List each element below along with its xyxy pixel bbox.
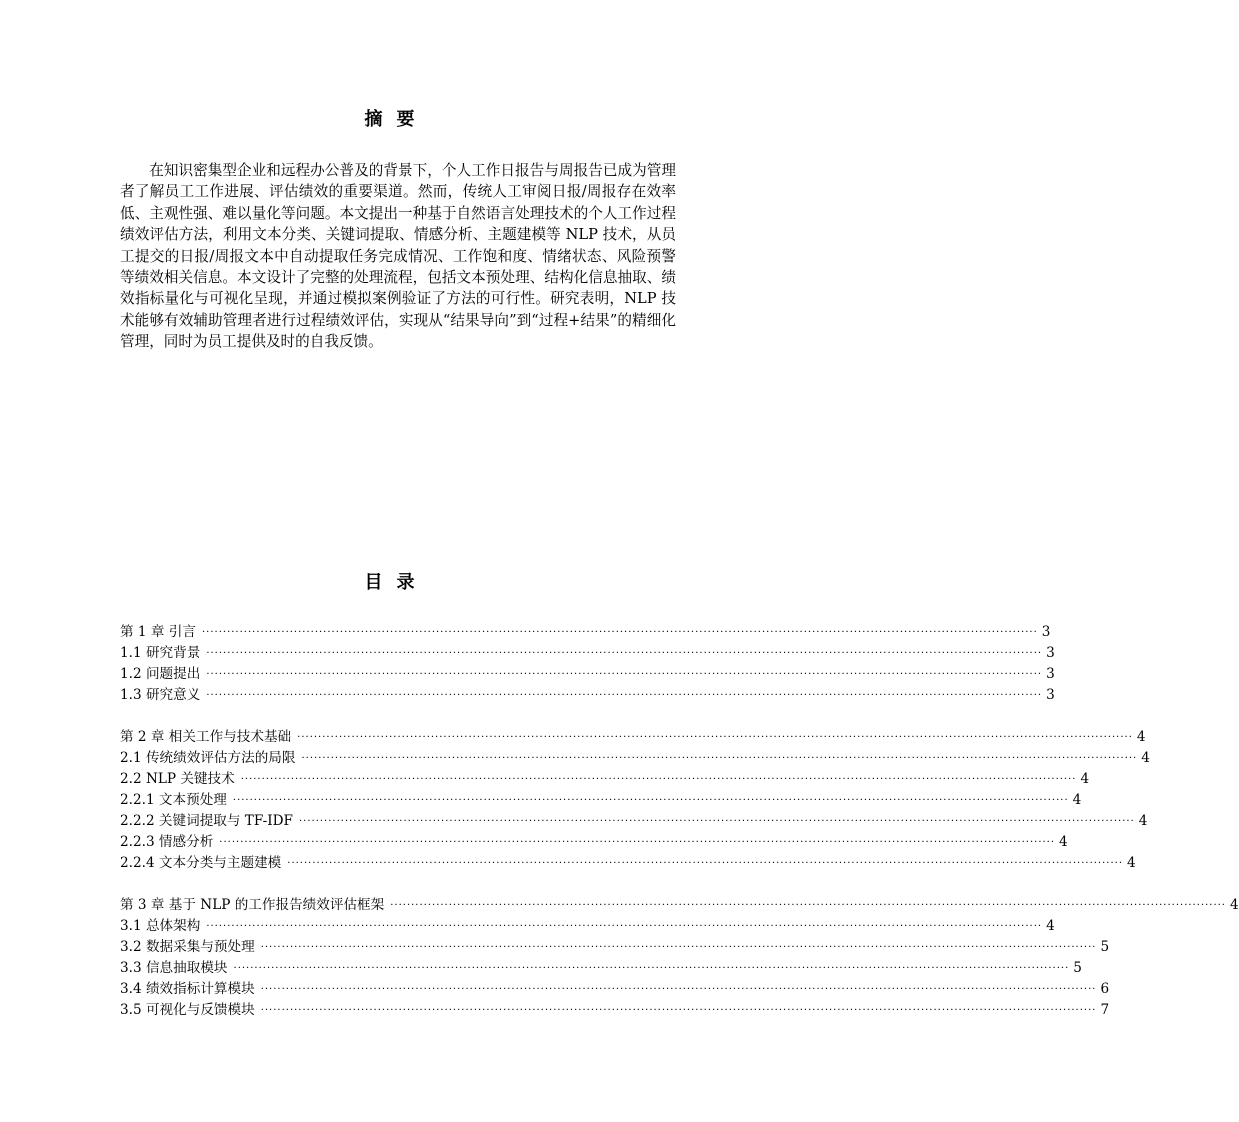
toc-entry[interactable] — [120, 811, 1148, 832]
toc-leader-dots: ········································································································································································································ — [260, 1005, 1097, 1016]
toc-entry-title: 2.2.2 关键词提取与 TF-IDF — [120, 813, 293, 829]
toc-entry[interactable] — [120, 853, 1136, 874]
toc-leader-dots: ········································································································································································································ — [206, 921, 1043, 932]
abstract-heading: 摘要 — [364, 109, 429, 130]
toc-entry-page: 5 — [1073, 960, 1082, 976]
toc-entry-page: 4 — [1138, 813, 1148, 829]
toc-leader-dots: ········································································································································································································ — [206, 648, 1043, 659]
toc-leader-dots: ········································································································································································································ — [240, 774, 1077, 785]
toc-leader-dots: ········································································································································································································ — [206, 690, 1043, 701]
toc-entry[interactable] — [120, 979, 1110, 1000]
toc-entry-page: 3 — [1046, 645, 1055, 661]
toc-entry-title: 3.5 可视化与反馈模块 — [120, 1002, 255, 1018]
toc-entry[interactable] — [120, 1000, 1110, 1021]
toc-entry-page: 4 — [1229, 897, 1239, 913]
toc-entry[interactable] — [120, 769, 1090, 790]
toc-entry[interactable] — [120, 748, 1150, 769]
toc-entry[interactable] — [120, 832, 1068, 853]
toc-entry-title: 1.2 问题提出 — [120, 666, 201, 682]
toc-entry-page: 4 — [1072, 792, 1082, 808]
toc-leader-dots: ········································································································································································································ — [260, 984, 1097, 995]
toc-entry[interactable] — [120, 664, 1055, 685]
toc-entry-page: 3 — [1046, 687, 1055, 703]
toc-entry-title: 2.2.3 情感分析 — [120, 834, 214, 850]
toc-leader-dots: ········································································································································································································ — [301, 753, 1138, 764]
abstract-body: 在知识密集型企业和远程办公普及的背景下，个人工作日报告与周报告已成为管理者了解员工工作进展、评估绩效的重要渠道。然而，传统人工审阅日报/周报存在效率低、主观性强、难以量化等问题。本文提出一种基于自然语言处理技术的个人工作过程绩效评估方法，利用文本分类、关键词提取、情感分析、主题建模等 NLP 技术，从员工提交的日报/周报文本中自动提取任务完成情况、工作饱和度、情绪状态、风险预警等绩效相关信息。本文设计了完整的处理流程，包括文本预处理、结构化信息抽取、绩效指标量化与可视化呈现，并通过模拟案例验证了方法的可行性。研究表明，NLP 技术能够有效辅助管理者进行过程绩效评估，实现从“结果导向”到“过程+结果”的精细化管理，同时为员工提供及时的自我反馈。 — [120, 162, 676, 351]
toc-chapter-2 — [120, 727, 1150, 874]
toc-entry-page: 4 — [1127, 855, 1136, 871]
toc-chapter-3 — [120, 895, 1239, 1021]
toc-entry-title: 3.2 数据采集与预处理 — [120, 939, 255, 955]
toc-leader-dots: ········································································································································································································ — [202, 627, 1038, 638]
toc-entry-title: 2.1 传统绩效评估方法的局限 — [120, 750, 296, 766]
toc-leader-dots: ········································································································································································································ — [298, 816, 1135, 827]
toc-heading: 目录 — [364, 572, 429, 593]
toc-entry-title: 第 1 章 引言 — [120, 624, 196, 640]
toc-entry-title: 第 3 章 基于 NLP 的工作报告绩效评估框架 — [120, 897, 385, 913]
toc-entry-page: 6 — [1100, 981, 1110, 997]
toc-entry-page: 3 — [1046, 666, 1055, 682]
toc-entry-title: 第 2 章 相关工作与技术基础 — [120, 729, 292, 745]
toc-entry[interactable] — [120, 727, 1146, 748]
toc-entry[interactable] — [120, 937, 1110, 958]
toc-entry-title: 2.2.1 文本预处理 — [120, 792, 227, 808]
toc-leader-dots: ········································································································································································································ — [287, 858, 1124, 869]
toc-entry-title: 1.1 研究背景 — [120, 645, 201, 661]
toc-entry[interactable] — [120, 622, 1051, 643]
toc-entry-page: 4 — [1046, 918, 1055, 934]
toc-entry-title: 3.4 绩效指标计算模块 — [120, 981, 255, 997]
toc-chapter-1 — [120, 622, 1055, 706]
toc-entry-title: 1.3 研究意义 — [120, 687, 201, 703]
toc-entry-page: 7 — [1100, 1002, 1110, 1018]
toc-entry[interactable] — [120, 916, 1055, 937]
toc-entry-page: 4 — [1141, 750, 1150, 766]
toc-leader-dots: ········································································································································································································ — [206, 669, 1043, 680]
toc-entry[interactable] — [120, 790, 1082, 811]
toc-entry-page: 4 — [1059, 834, 1068, 850]
toc-entry-title: 2.2.4 文本分类与主题建模 — [120, 855, 282, 871]
toc-leader-dots: ········································································································································································································ — [260, 942, 1097, 953]
toc-entry-page: 3 — [1041, 624, 1051, 640]
toc-leader-dots: ········································································································································································································ — [232, 795, 1069, 806]
toc-entry-page: 5 — [1100, 939, 1110, 955]
toc-leader-dots: ········································································································································································································ — [297, 732, 1133, 743]
toc-entry-title: 3.1 总体架构 — [120, 918, 201, 934]
toc-entry[interactable] — [120, 895, 1239, 916]
toc-entry-page: 4 — [1080, 771, 1090, 787]
toc-leader-dots: ········································································································································································································ — [233, 963, 1070, 974]
toc-entry-page: 4 — [1136, 729, 1146, 745]
toc-entry-title: 2.2 NLP 关键技术 — [120, 771, 235, 787]
toc-entry[interactable] — [120, 643, 1055, 664]
toc-leader-dots: ········································································································································································································ — [219, 837, 1056, 848]
table-of-contents — [120, 622, 1239, 1042]
toc-entry[interactable] — [120, 685, 1055, 706]
toc-entry[interactable] — [120, 958, 1082, 979]
toc-leader-dots: ········································································································································································································ — [390, 900, 1226, 911]
toc-entry-title: 3.3 信息抽取模块 — [120, 960, 228, 976]
